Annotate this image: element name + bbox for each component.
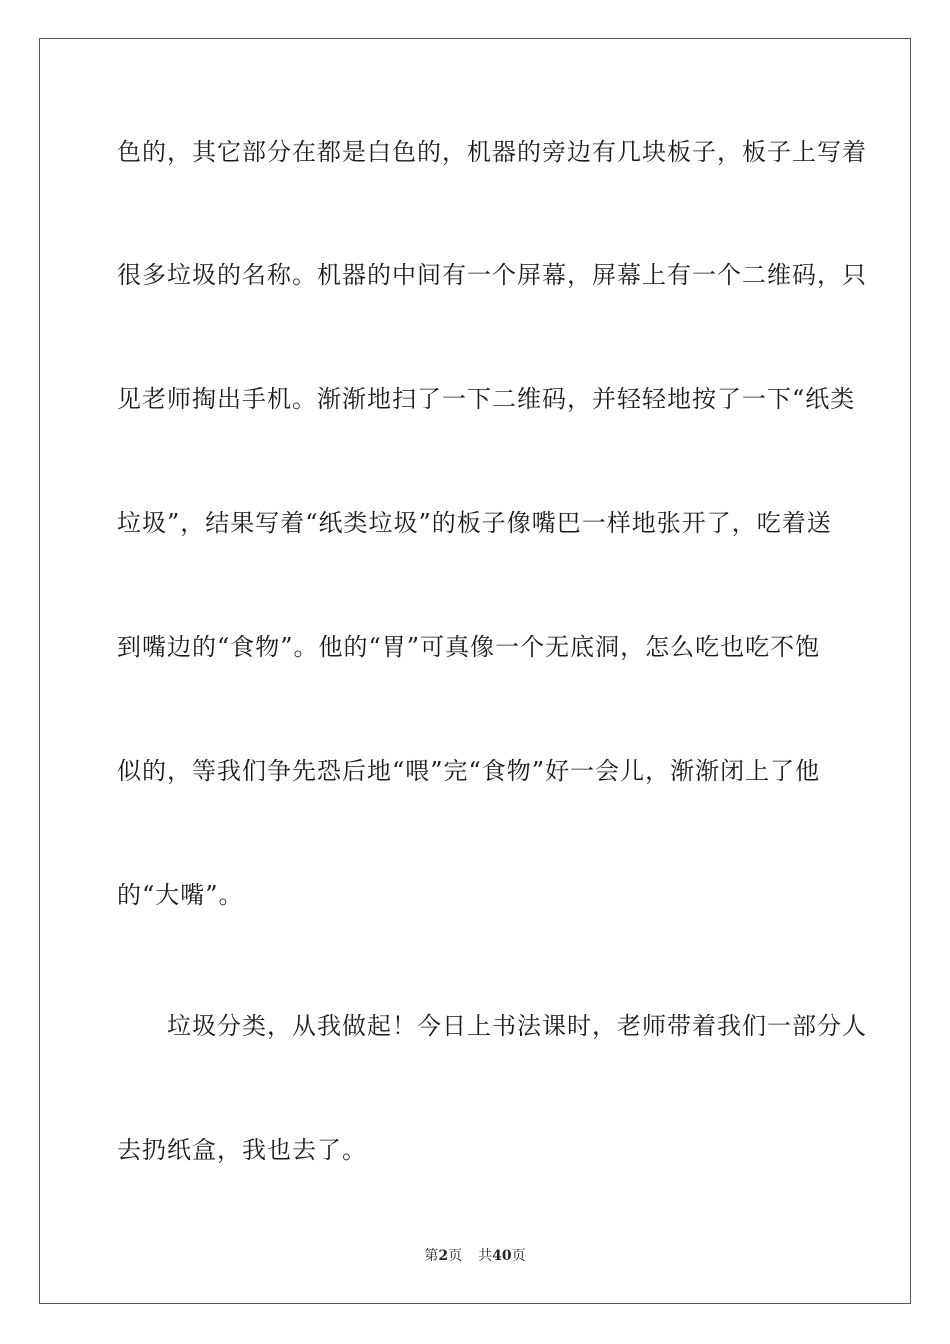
text-line-6: 似的，等我们争先恐后地“喂”完“食物”好一会儿，渐渐闭上了他	[117, 757, 821, 785]
footer-page-prefix: 第	[424, 1248, 439, 1264]
text-line-3: 见老师掏出手机。渐渐地扫了一下二维码，并轻轻地按了一下“纸类	[117, 385, 856, 413]
footer-total-pages: 40	[492, 1248, 512, 1264]
paragraph-start-line: 垃圾分类，从我做起！今日上书法课时，老师带着我们一部分人	[117, 1012, 867, 1040]
text-line-5: 到嘴边的“食物”。他的“胃”可真像一个无底洞，怎么吃也吃不饱	[117, 633, 821, 661]
text-line-2: 很多垃圾的名称。机器的中间有一个屏幕，屏幕上有一个二维码，只	[117, 261, 867, 289]
page-footer	[0, 1247, 950, 1265]
text-line-9: 去扔纸盒，我也去了。	[117, 1136, 367, 1164]
footer-page-suffix: 页	[448, 1248, 463, 1264]
text-line-7: 的“大嘴”。	[117, 881, 244, 909]
footer-total-suffix: 页	[511, 1248, 526, 1264]
text-line-4: 垃圾”，结果写着“纸类垃圾”的板子像嘴巴一样地张开了，吃着送	[117, 509, 832, 537]
footer-total-prefix: 共	[478, 1248, 493, 1264]
page-border	[39, 38, 911, 1304]
footer-page-number: 2	[438, 1248, 449, 1264]
text-line-1: 色的，其它部分在都是白色的，机器的旁边有几块板子，板子上写着	[117, 138, 867, 166]
